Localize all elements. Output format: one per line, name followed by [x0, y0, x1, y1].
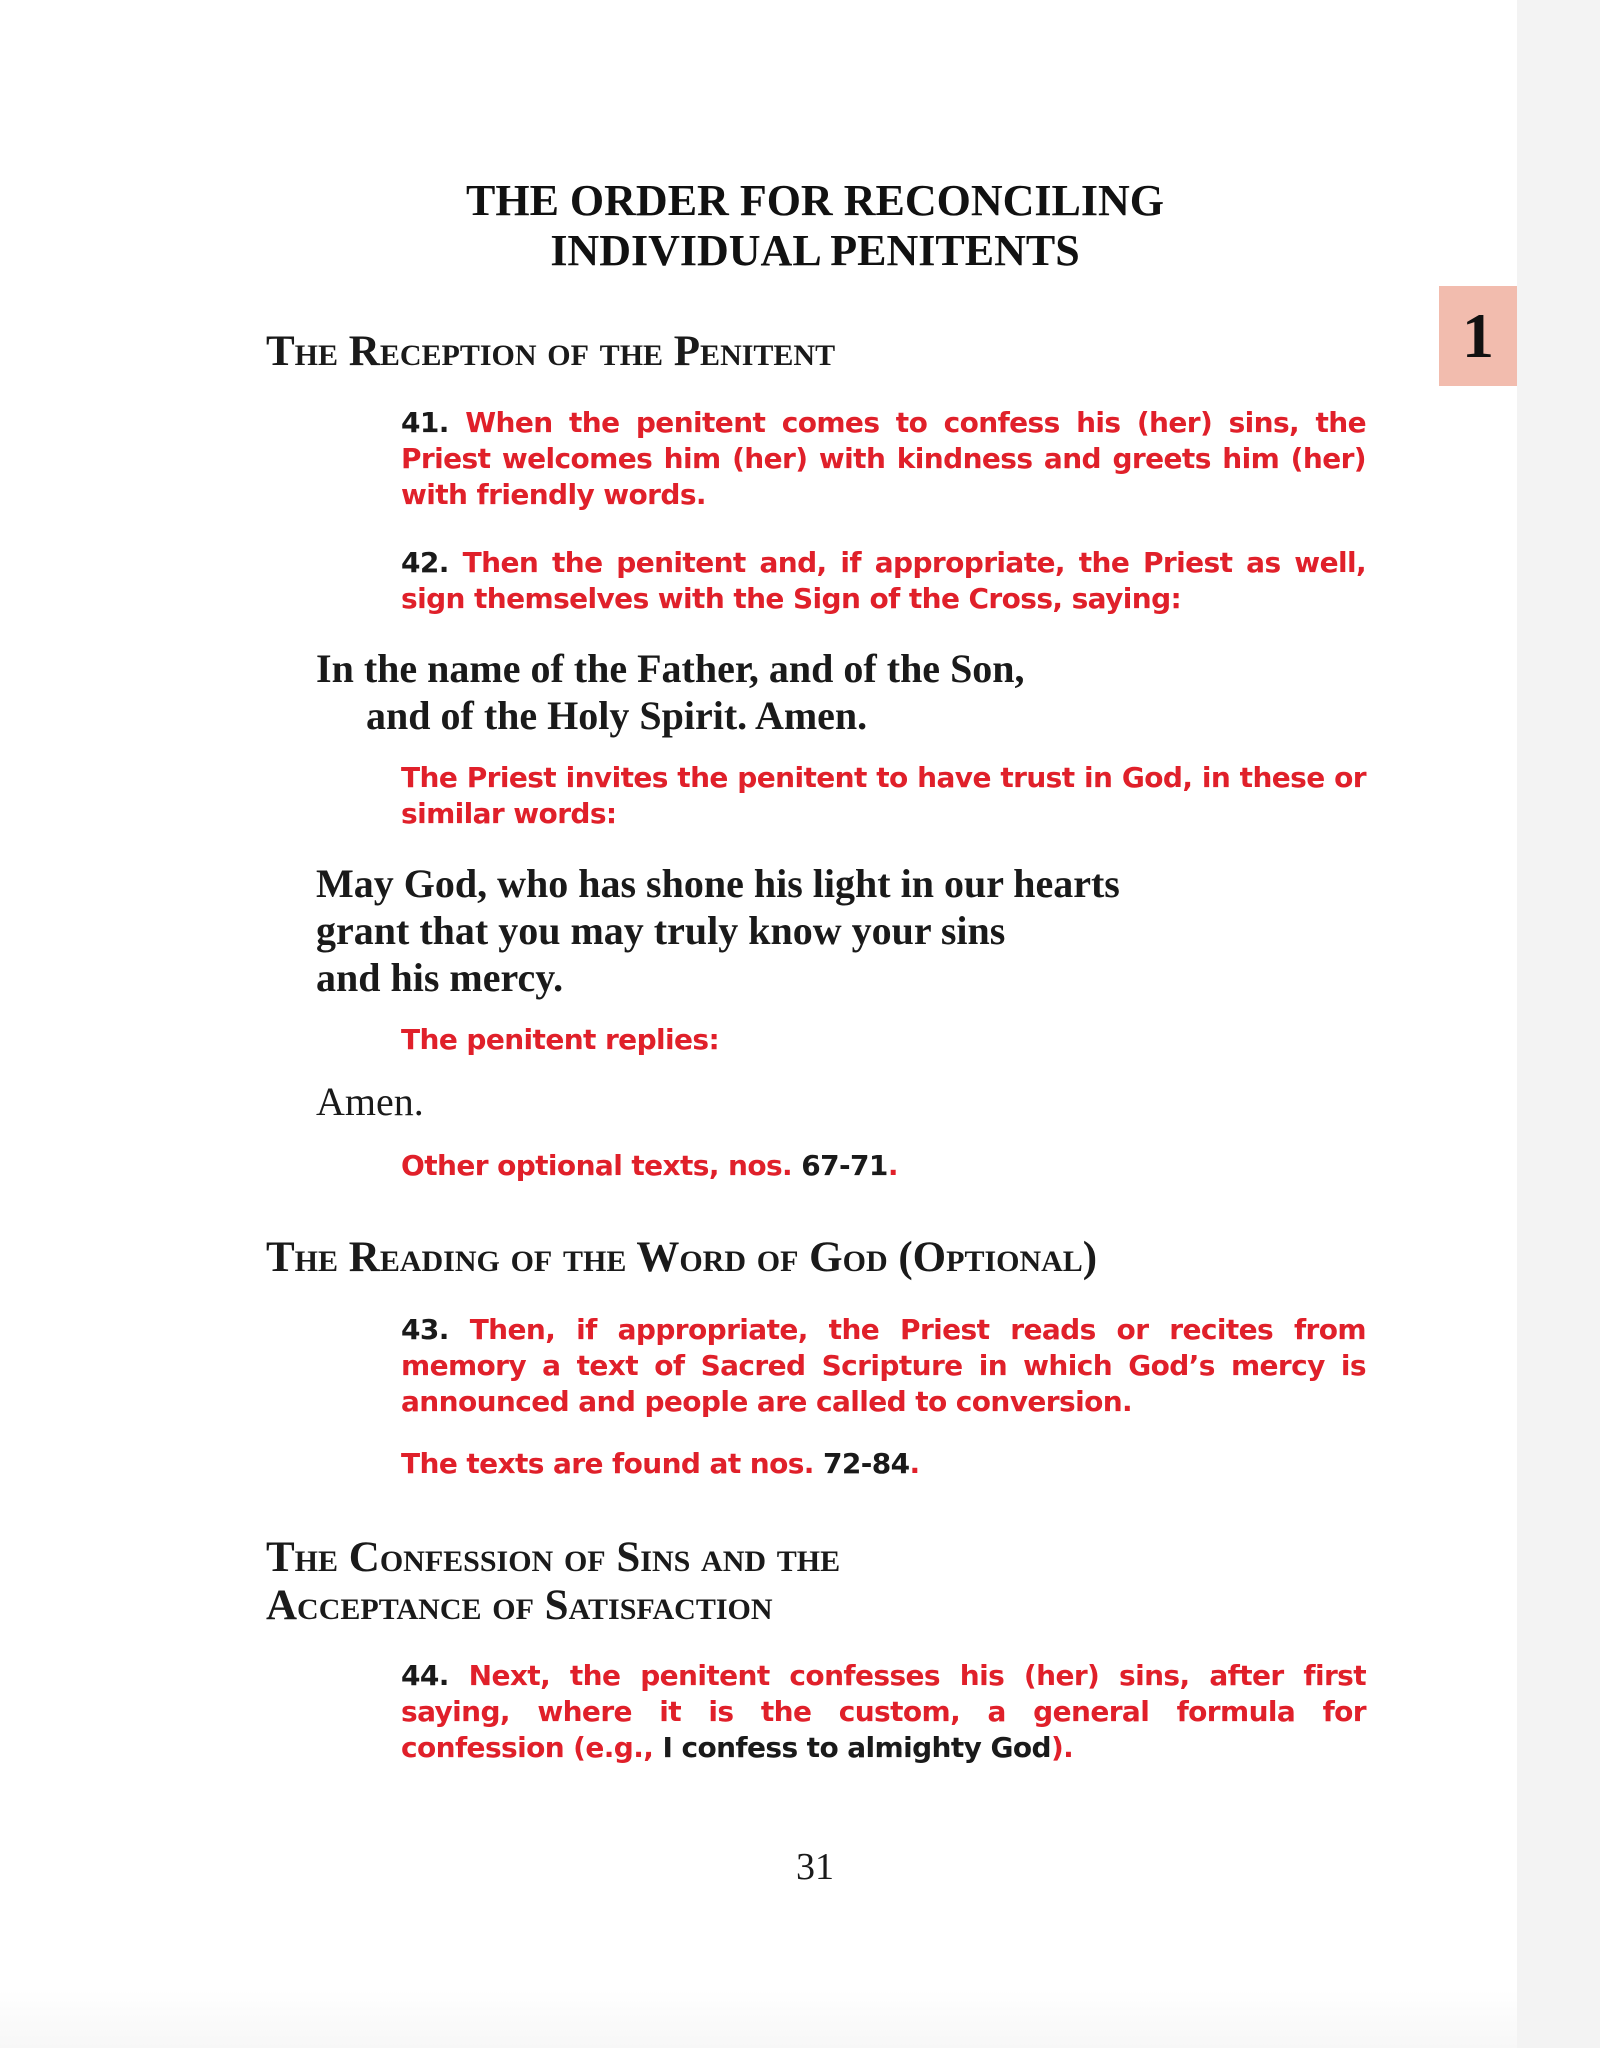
- may-god-prayer: [316, 860, 1120, 1001]
- sign-of-cross-text: [316, 645, 1025, 739]
- rubric-text: Then the penitent and, if appropriate, the Priest as well, sign themselves with the Sign of the Cross, saying:: [401, 546, 1366, 615]
- rubric-closing: ).: [1050, 1731, 1074, 1764]
- section-heading-line-2: Acceptance of Satisfaction: [266, 1582, 773, 1629]
- section-heading-line-1: The Confession of Sins and the: [266, 1534, 841, 1581]
- rubric-other-texts: [401, 1148, 1366, 1184]
- page-bottom-shade: [0, 1990, 1517, 2048]
- rubric-period: .: [887, 1149, 898, 1182]
- section-heading-reception: The Reception of the Penitent: [266, 328, 836, 375]
- chapter-tab: 1: [1439, 286, 1517, 386]
- paragraph-number: 42.: [401, 546, 449, 579]
- dialog-line: May God, who has shone his light in our hearts: [316, 861, 1120, 906]
- dialog-line: grant that you may truly know your sins: [316, 908, 1006, 953]
- paragraph-number: 44.: [401, 1659, 449, 1692]
- rubric-replies: The penitent replies:: [401, 1023, 720, 1056]
- reference-numbers: 72-84: [822, 1447, 910, 1480]
- rubric-text: When the penitent comes to confess his (her) sins, the Priest welcomes him (her) with kindness and greets him (her) with friendly words.: [401, 406, 1366, 511]
- rubric-44: [401, 1658, 1366, 1766]
- rubric-text: The texts are found at nos.: [401, 1447, 814, 1480]
- response-amen: Amen.: [316, 1079, 424, 1124]
- section-heading-confession: [266, 1534, 840, 1630]
- dialog-line: In the name of the Father, and of the Son,: [316, 646, 1025, 691]
- page-number: 31: [796, 1846, 834, 1888]
- rubric-text: Other optional texts, nos.: [401, 1149, 793, 1182]
- dialog-line: and his mercy.: [316, 955, 564, 1000]
- paragraph-number: 41.: [401, 406, 449, 439]
- dialog-line: and of the Holy Spirit. Amen.: [366, 693, 868, 738]
- rubric-41: [401, 405, 1366, 513]
- rubric-text: Then, if appropriate, the Priest reads or recites from memory a text of Sacred Scripture in which God’s mercy is announced and people are called to conversion.: [401, 1313, 1366, 1418]
- page-title: [260, 176, 1370, 276]
- rubric-invite: The Priest invites the penitent to have trust in God, in these or similar words:: [401, 761, 1366, 830]
- reference-numbers: 67-71: [801, 1149, 888, 1182]
- rubric-period: .: [909, 1447, 920, 1480]
- title-line-1: THE ORDER FOR RECONCILING: [466, 176, 1164, 225]
- rubric-43: [401, 1312, 1366, 1420]
- paragraph-number: 43.: [401, 1313, 449, 1346]
- title-line-2: INDIVIDUAL PENITENTS: [550, 226, 1080, 275]
- section-heading-reading: The Reading of the Word of God (Optional): [266, 1234, 1098, 1281]
- formula-reference: I confess to almighty God: [662, 1731, 1051, 1764]
- rubric-42: [401, 545, 1366, 617]
- rubric-text: Next, the penitent confesses his (her) sins, after first saying, where it is the custom, a general formula for confession (e.g.,: [401, 1659, 1366, 1764]
- rubric-texts-found: [401, 1446, 1366, 1482]
- page-edge: [1517, 0, 1600, 2048]
